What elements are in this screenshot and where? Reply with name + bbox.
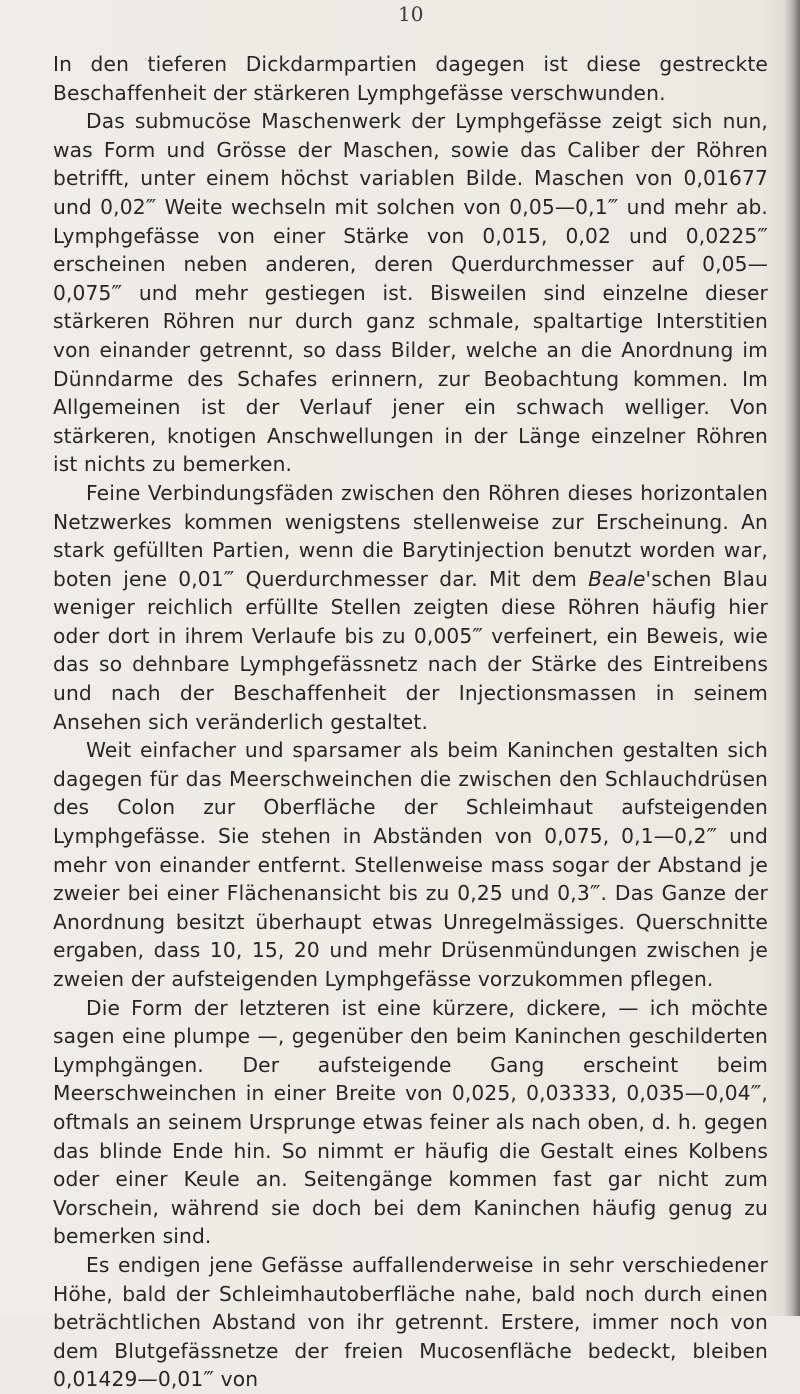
paragraph-text: Feine Verbindungsfäden zwischen den Röhren dieses horizontalen Netzwerkes kommen wenigstens stellenweise zur Erscheinung. An stark gefüllten Partien, wenn die Barytinjection benutzt worden war, boten jene 0,01‴ Querdurchmesser dar. Mit dem bbox=[53, 480, 768, 591]
author-name-beale: Beale bbox=[588, 566, 646, 591]
paragraph-1 bbox=[53, 50, 768, 107]
paragraph-text: Es endigen jene Gefässe auffallenderweise in sehr verschiedener Höhe, bald der Schleimhautoberfläche nahe, bald noch durch einen beträchtlichen Abstand von ihr getrennt. Erstere, immer noch von dem Blutgefässnetze der freien Mucosenfläche bedeckt, bleiben 0,01429—0,01‴ von bbox=[53, 1252, 768, 1392]
paragraph-text: Das submucöse Maschenwerk der Lymphgefässe zeigt sich nun, was Form und Grösse der Maschen, sowie das Caliber der Röhren betrifft, unter einem höchst variablen Bilde. Maschen von 0,01677 und 0,02‴ Weite wechseln mit solchen von 0,05—0,1‴ und mehr ab. Lymphgefässe von einer Stärke von 0,015, 0,02 und 0,0225‴ erscheinen neben anderen, deren Querdurchmesser auf 0,05—0,075‴ und mehr gestiegen ist. Bisweilen sind einzelne dieser stärkeren Röhren nur durch ganz schmale, spaltartige Interstitien von einander getrennt, so dass Bilder, welche an die Anordnung im Dünndarme des Schafes erinnern, zur Beobachtung kommen. Im Allgemeinen ist der Verlauf jener ein schwach welliger. Von stärkeren, knotigen Anschwellungen in der Länge einzelner Röhren ist nichts zu bemerken. bbox=[53, 109, 768, 477]
paragraph-text: Die Form der letzteren ist eine kürzere, dickere, — ich möchte sagen eine plumpe —, gegenüber den beim Kaninchen geschilderten Lymphgängen. Der aufsteigende Gang erscheint beim Meerschweinchen in einer Breite von 0,025, 0,03333, 0,035—0,04‴, oftmals an seinem Ursprunge etwas feiner als nach oben, d. h. gegen das blinde Ende hin. So nimmt er häufig die Gestalt eines Kolbens oder einer Keule an. Seitengänge kommen fast gar nicht zum Vorschein, während sie doch bei dem Kaninchen häufig genug zu bemerken sind. bbox=[53, 995, 768, 1249]
paragraph-text: In den tieferen Dickdarmpartien dagegen ist diese gestreckte Beschaffenheit der stärkeren Lymphgefässe verschwunden. bbox=[53, 52, 768, 105]
body-text bbox=[53, 50, 768, 1394]
paragraph-text: Weit einfacher und sparsamer als beim Kaninchen gestalten sich dagegen für das Meerschweinchen die zwischen den Schlauchdrüsen des Colon zur Oberfläche der Schleimhaut aufsteigenden Lymphgefässe. Sie stehen in Abständen von 0,075, 0,1—0,2‴ und mehr von einander entfernt. Stellenweise mass sogar der Abstand je zweier bei einer Flächenansicht bis zu 0,25 und 0,3‴. Das Ganze der Anordnung besitzt überhaupt etwas Unregelmässiges. Querschnitte ergaben, dass 10, 15, 20 und mehr Drüsenmündungen zwischen je zweien der aufsteigenden Lymphgefässe vorzukommen pflegen. bbox=[53, 738, 768, 991]
paragraph-4 bbox=[53, 736, 768, 993]
page-edge-shadow bbox=[784, 0, 800, 1316]
page-number: 10 bbox=[398, 2, 424, 26]
paragraph-text: 'schen Blau weniger reichlich erfüllte Stellen zeigten diese Röhren häufig hier oder dort in ihrem Verlaufe bis zu 0,005‴ verfeinert, ein Beweis, wie das so dehnbare Lymphgefässnetz nach der Stärke des Eintreibens und nach der Beschaffenheit der Injectionsmassen in seinem Ansehen sich veränderlich gestaltet. bbox=[53, 566, 768, 734]
paragraph-5 bbox=[53, 994, 768, 1251]
paragraph-2 bbox=[53, 107, 768, 479]
paragraph-6 bbox=[53, 1251, 768, 1394]
paragraph-3 bbox=[53, 479, 768, 736]
